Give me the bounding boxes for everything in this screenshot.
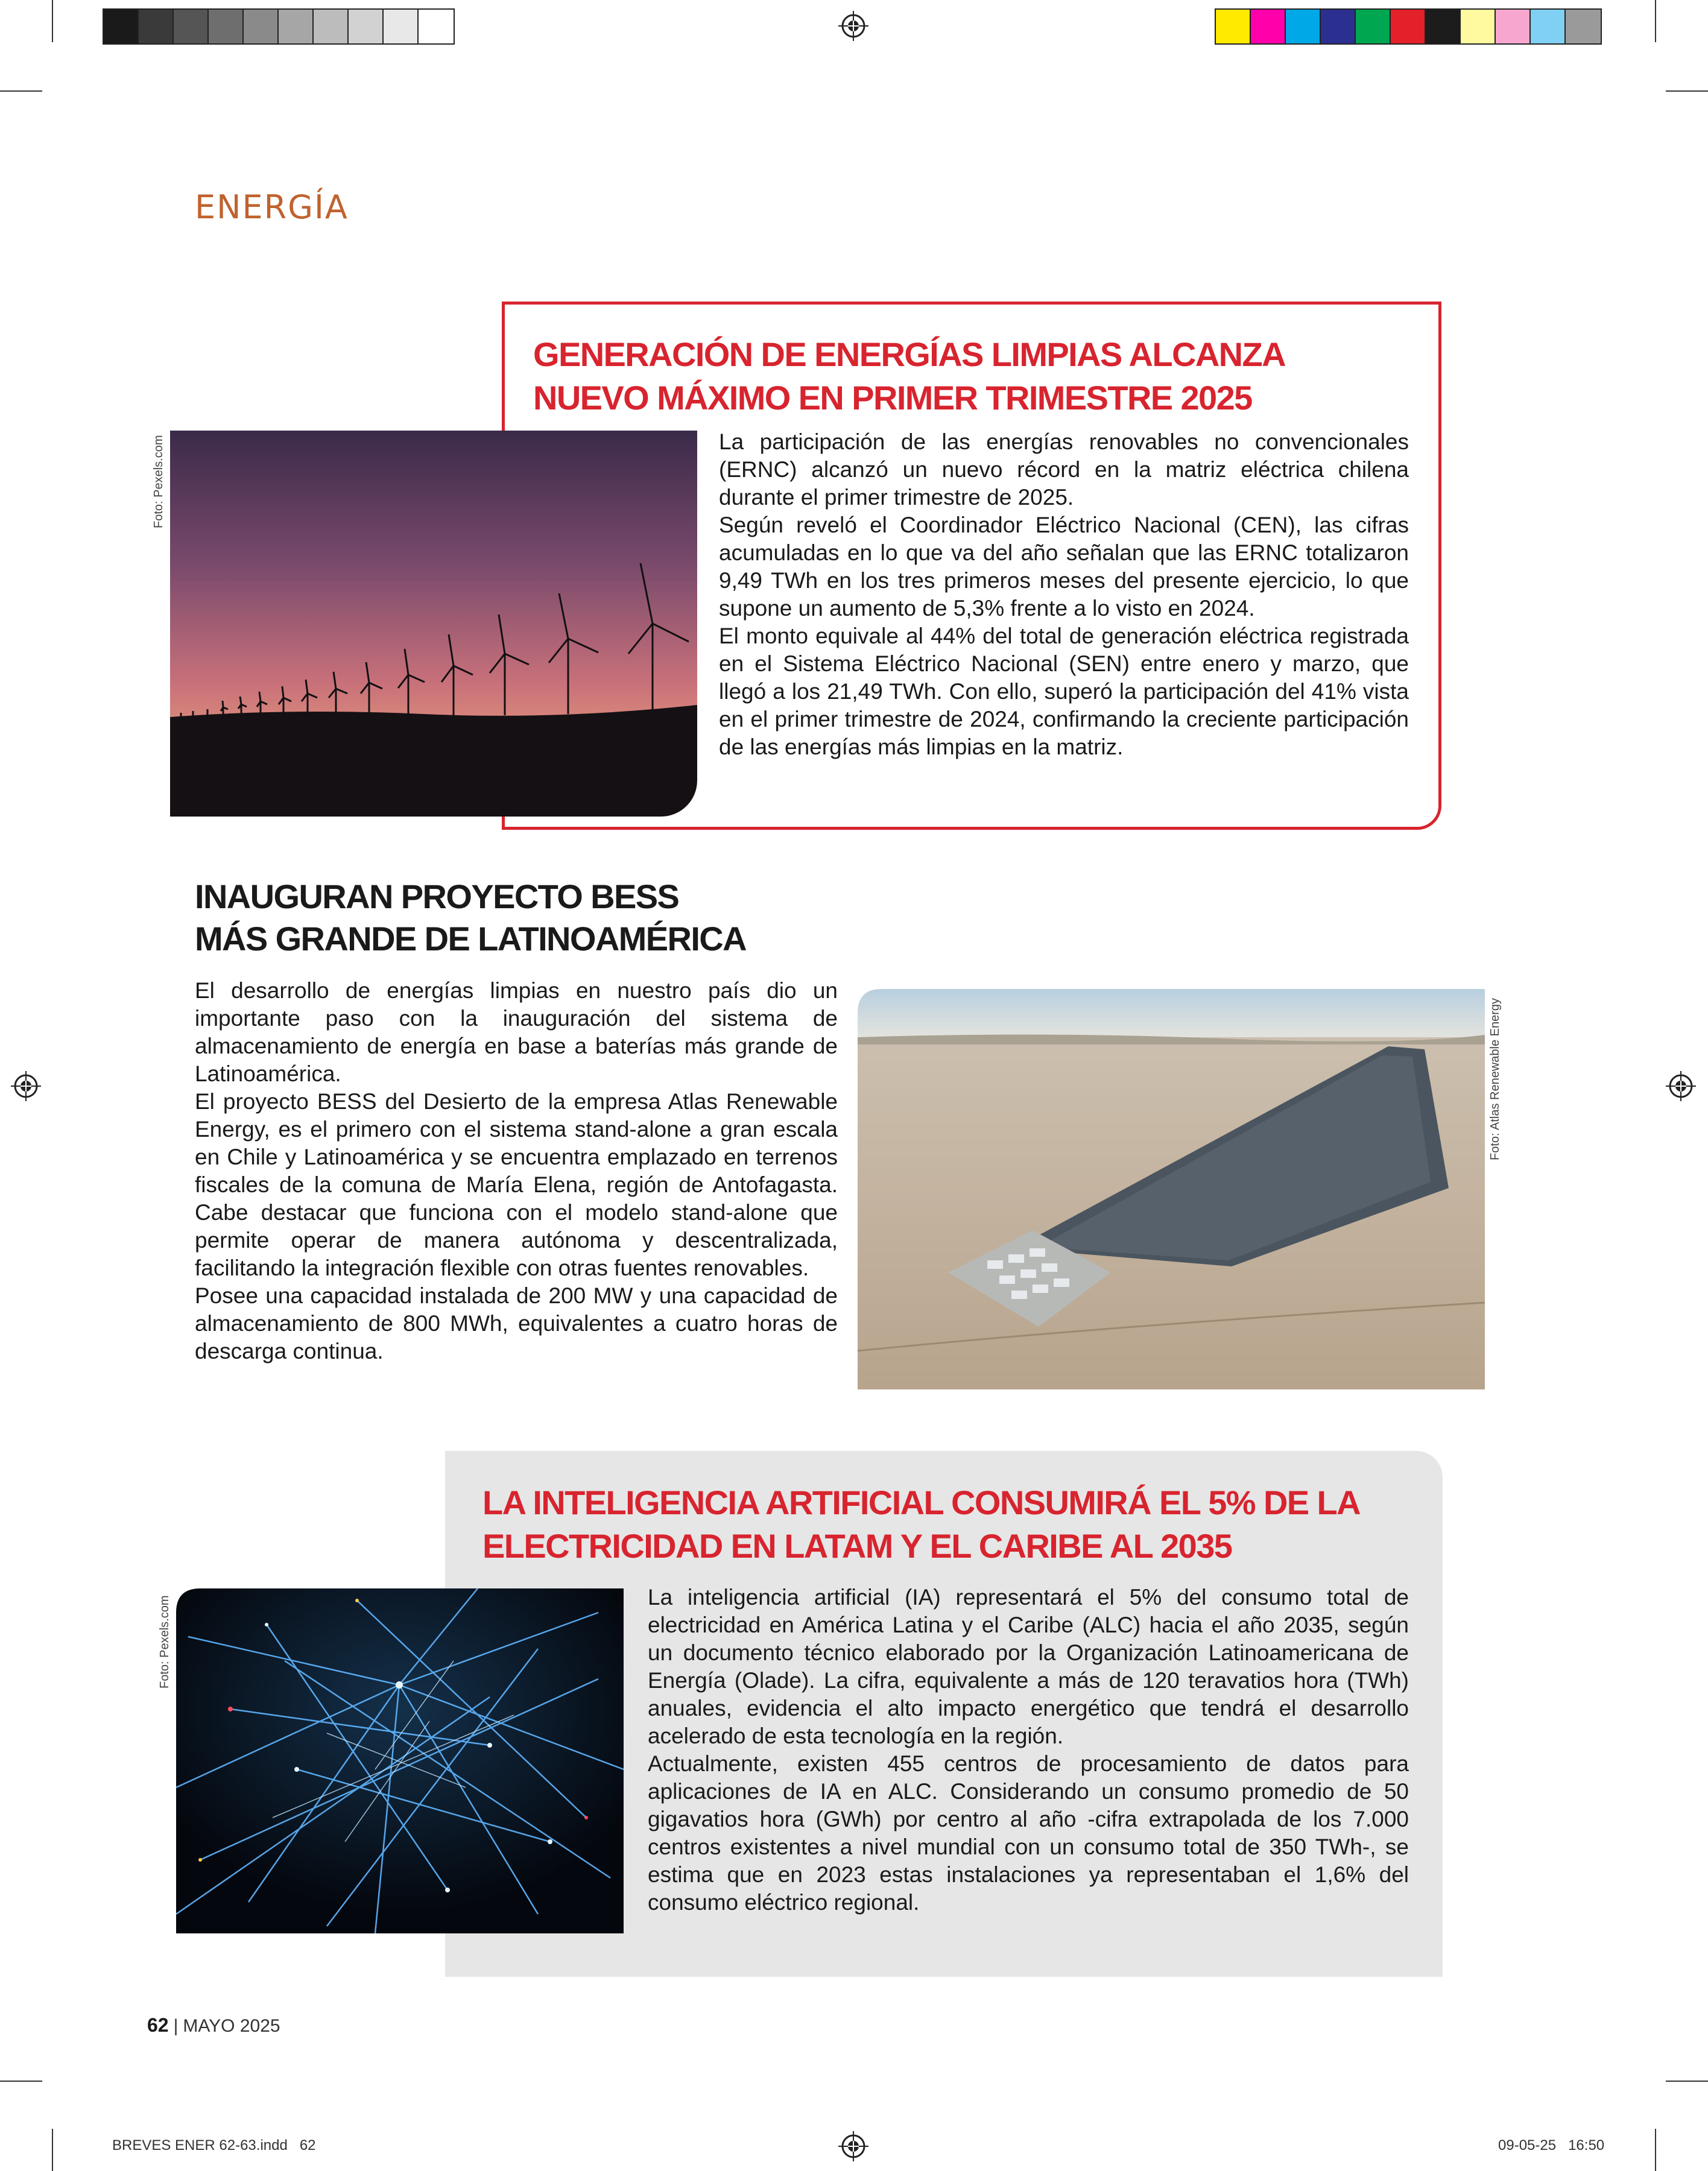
article2-paragraph: El proyecto BESS del Desierto de la empresa Atlas Renewable Energy, es el primero con el sistema stand-alone a gran escala en Chile y Latinoamérica y se encuentra emplazado en terrenos fiscales de la comuna de María Elena, región de Antofagasta. Cabe destacar que funciona con el modelo stand-alone que permite operar de manera autónoma y descentralizada, facilitando la integración flexible con otras fuentes renovables. [195,1089,838,1280]
article1-body [719,428,1409,761]
article1-paragraph: La participación de las energías renovables no convencionales (ERNC) alcanzó un nuevo récord en la matriz eléctrica chilena durante el primer trimestre de 2025. [719,429,1409,510]
page-number: 62 [147,2014,169,2036]
article2-title-line2: MÁS GRANDE DE LATINOAMÉRICA [195,920,746,958]
section-label: ENERGÍA [195,188,349,226]
page-footer [147,2014,280,2037]
gray-swatch [279,10,314,43]
gray-swatch [419,10,454,43]
gray-swatch [174,10,209,43]
article3-photo-ai-network [176,1588,624,1933]
footer-separator: | [173,2016,179,2036]
gray-swatch [209,10,244,43]
gray-swatch [349,10,384,43]
article3-title-line2: ELECTRICIDAD EN LATAM Y EL CARIBE AL 2035 [482,1527,1232,1565]
article2-paragraph: Posee una capacidad instalada de 200 MW y una capacidad de almacenamiento de 800 MWh, equivalentes a cuatro horas de descarga continua. [195,1283,838,1364]
color-swatch [1426,10,1461,43]
crop-mark [1655,0,1656,42]
gray-swatch [244,10,279,43]
color-swatch [1321,10,1356,43]
article2-paragraph: El desarrollo de energías limpias en nuestro país dio un importante paso con la inauguración del sistema de almacenamiento de energía en base a baterías más grande de Latinoamérica. [195,978,838,1086]
footer-issue: MAYO 2025 [183,2016,280,2036]
gray-swatch [139,10,174,43]
article3-body [648,1584,1409,1917]
article1-paragraph: El monto equivale al 44% del total de generación eléctrica registrada en el Sistema Eléctrico Nacional (SEN) entre enero y marzo, que llegó a los 21,49 TWh. Con ello, superó la participación del 41% vista en el primer trimestre de 2024, confirmando la creciente participación de las energías más limpias en la matriz. [719,624,1409,759]
gray-swatch [384,10,419,43]
article1-photo-credit: Foto: Pexels.com [152,435,165,528]
crop-mark [1655,2129,1656,2171]
color-swatch [1531,10,1566,43]
registration-mark-right-icon [1666,1071,1696,1101]
crop-mark [0,90,42,92]
article2-photo-credit: Foto: Atlas Renewable Energy [1488,997,1502,1160]
article1-paragraph: Según reveló el Coordinador Eléctrico Nacional (CEN), las cifras acumuladas en lo que va del año señalan que las ERNC totalizaron 9,49 TWh en los tres primeros meses del presente ejercicio, lo que supone un aumento de 5,3% frente a lo visto en 2024. [719,513,1409,621]
crop-mark [52,0,53,42]
article2-body [195,977,838,1365]
grayscale-color-bar [103,8,455,45]
slug-datetime: 09-05-25 16:50 [1498,2137,1605,2154]
color-swatch [1391,10,1426,43]
registration-mark-bottom-icon [838,2131,868,2161]
color-swatch [1356,10,1391,43]
article3-photo-credit: Foto: Pexels.com [158,1595,171,1689]
color-swatch [1496,10,1531,43]
crop-mark [0,2081,42,2082]
article1-title-line2: NUEVO MÁXIMO EN PRIMER TRIMESTRE 2025 [533,379,1252,417]
color-swatch [1461,10,1496,43]
article1-title [533,333,1426,420]
gray-swatch [104,10,139,43]
article1-title-line1: GENERACIÓN DE ENERGÍAS LIMPIAS ALCANZA [533,335,1285,373]
color-swatch [1566,10,1601,43]
crop-mark [52,2129,53,2171]
article3-title-line1: LA INTELIGENCIA ARTIFICIAL CONSUMIRÁ EL 5% DE LA [482,1484,1360,1522]
color-swatch [1286,10,1321,43]
registration-mark-left-icon [11,1071,41,1101]
registration-mark-top-icon [838,11,868,41]
color-swatch [1216,10,1251,43]
gray-swatch [314,10,349,43]
article2-title-line1: INAUGURAN PROYECTO BESS [195,877,679,915]
article3-title [482,1481,1435,1568]
article3-paragraph: La inteligencia artificial (IA) representará el 5% del consumo total de electricidad en América Latina y el Caribe (ALC) hacia el año 2035, según un documento técnico elaborado por la Organización Latinoamericana de Energía (Olade). La cifra, equivalente a más de 120 teravatios hora (TWh) anuales, evidencia el alto impacto energético que tendrá el desarrollo acelerado de esta tecnología en la región. [648,1585,1409,1748]
article2-photo-bess-desert [858,989,1485,1389]
crop-mark [1666,90,1708,92]
article2-title [195,876,1039,960]
color-swatch [1251,10,1286,43]
article3-paragraph: Actualmente, existen 455 centros de procesamiento de datos para aplicaciones de IA en ALC. Considerando un consumo promedio de 50 gigavatios hora (GWh) por centro al año -cifra extrapolada de los 7.000 centros existentes a nivel mundial con un consumo total de 350 TWh-, se estima que en 2023 estas instalaciones ya representaban el 1,6% del consumo eléctrico regional. [648,1751,1409,1915]
crop-mark [1666,2081,1708,2082]
process-color-bar [1215,8,1602,45]
article1-photo-wind-turbines [170,431,697,817]
slug-file: BREVES ENER 62-63.indd 62 [112,2137,316,2154]
